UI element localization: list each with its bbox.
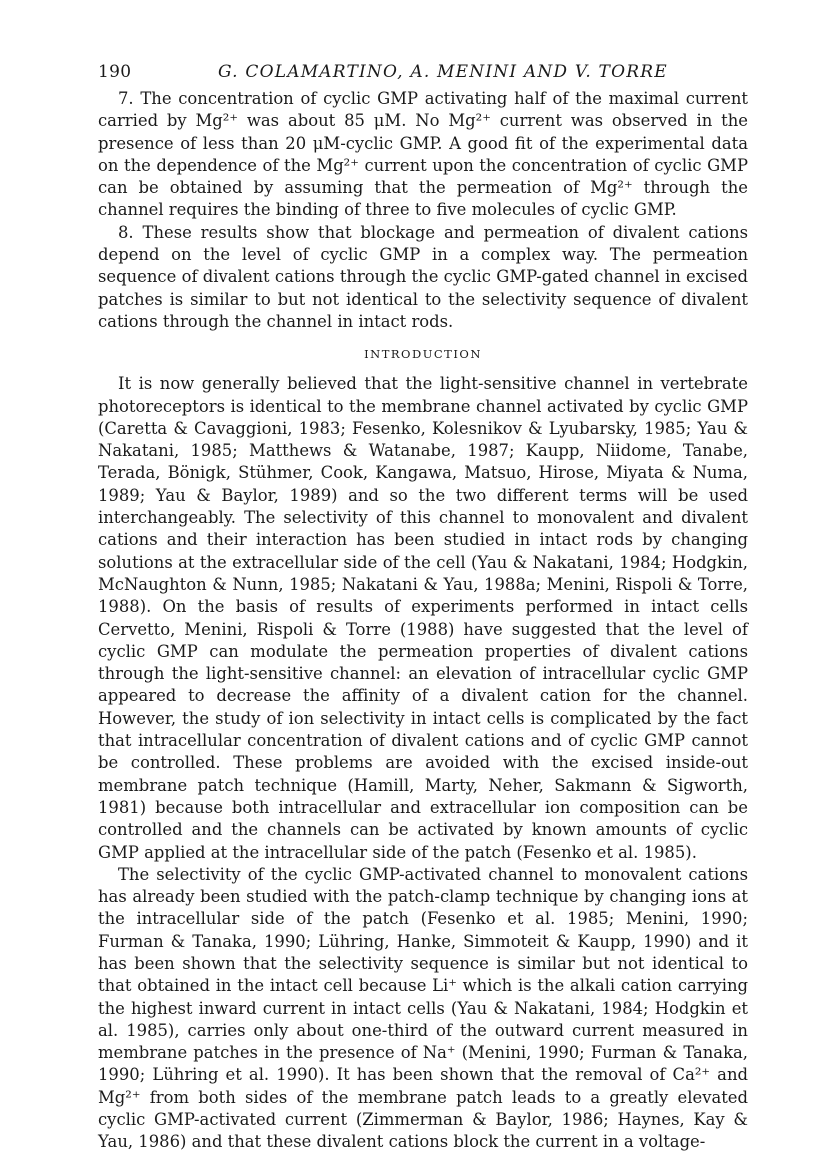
introduction-paragraph-2: The selectivity of the cyclic GMP-activated channel to monovalent cations has already been studied with the patch-clamp technique by changing ions at the intracellular side of the patch (Fesenko et al. 1985; Menini, 1990; Furman & Tanaka, 1990; Lühring, Hanke, Simmoteit & Kaupp, 1990) and it has been shown that the selectivity sequence is similar but not identical to that obtained in the intact cell because Li⁺ which is the alkali cation carrying the highest inward current in intact cells (Yau & Nakatani, 1984; Hodgkin et al. 1985), carries only about one-third of the outward current measured in membrane patches in the presence of Na⁺ (Menini, 1990; Furman & Tanaka, 1990; Lühring et al. 1990). It has been shown that the removal of Ca²⁺ and Mg²⁺ from both sides of the membrane patch leads to a greatly elevated cyclic GMP-activated current (Zimmerman & Baylor, 1986; Haynes, Kay & Yau, 1986) and that these divalent cations block the current in a voltage- — [98, 864, 748, 1152]
section-heading-introduction: INTRODUCTION — [364, 347, 482, 362]
page-number: 190 — [98, 62, 132, 82]
summary-item-8: 8. These results show that blockage and permeation of divalent cations depend on the level of cyclic GMP in a complex way. The permeation sequence of divalent cations through the cyclic GMP-gated channel in excised patches is similar to but not identical to the selectivity sequence of divalent cations through the channel in intact rods. — [98, 222, 748, 331]
summary-item-7: 7. The concentration of cyclic GMP activating half of the maximal current carried by Mg²⁺ was about 85 μM. No Mg²⁺ current was observed in the presence of less than 20 μM-cyclic GMP. A good fit of the experimental data on the dependence of the Mg²⁺ current upon the concentration of cyclic GMP can be obtained by assuming that the permeation of Mg²⁺ through the channel requires the binding of three to five molecules of cyclic GMP. — [98, 89, 748, 220]
introduction-paragraph-1: It is now generally believed that the light-sensitive channel in vertebrate photoreceptors is identical to the membrane channel activated by cyclic GMP (Caretta & Cavaggioni, 1983; Fesenko, Kolesnikov & Lyubarsky, 1985; Yau & Nakatani, 1985; Matthews & Watanabe, 1987; Kaupp, Niidome, Tanabe, Terada, Bönigk, Stühmer, Cook, Kangawa, Matsuo, Hirose, Miyata & Numa, 1989; Yau & Baylor, 1989) and so the two different terms will be used interchangeably. The selectivity of this channel to monovalent and divalent cations and their interaction has been studied in intact rods by changing solutions at the extracellular side of the cell (Yau & Nakatani, 1984; Hodgkin, McNaughton & Nunn, 1985; Nakatani & Yau, 1988a; Menini, Rispoli & Torre, 1988). On the basis of results of experiments performed in intact cells Cervetto, Menini, Rispoli & Torre (1988) have suggested that the level of cyclic GMP can modulate the permeation properties of divalent cations through the light-sensitive channel: an elevation of intracellular cyclic GMP appeared to decrease the affinity of a divalent cation for the channel. However, the study of ion selectivity in intact cells is complicated by the fact that intracellular concentration of divalent cations and of cyclic GMP cannot be controlled. These problems are avoided with the excised inside-out membrane patch technique (Hamill, Marty, Neher, Sakmann & Sigworth, 1981) because both intracellular and extracellular ion composition can be controlled and the channels can be activated by known amounts of cyclic GMP applied at the intracellular side of the patch (Fesenko et al. 1985). — [98, 374, 748, 862]
running-head — [98, 62, 748, 88]
running-head-authors: G. COLAMARTINO, A. MENINI AND V. TORRE — [218, 62, 668, 82]
journal-page — [98, 62, 748, 1154]
